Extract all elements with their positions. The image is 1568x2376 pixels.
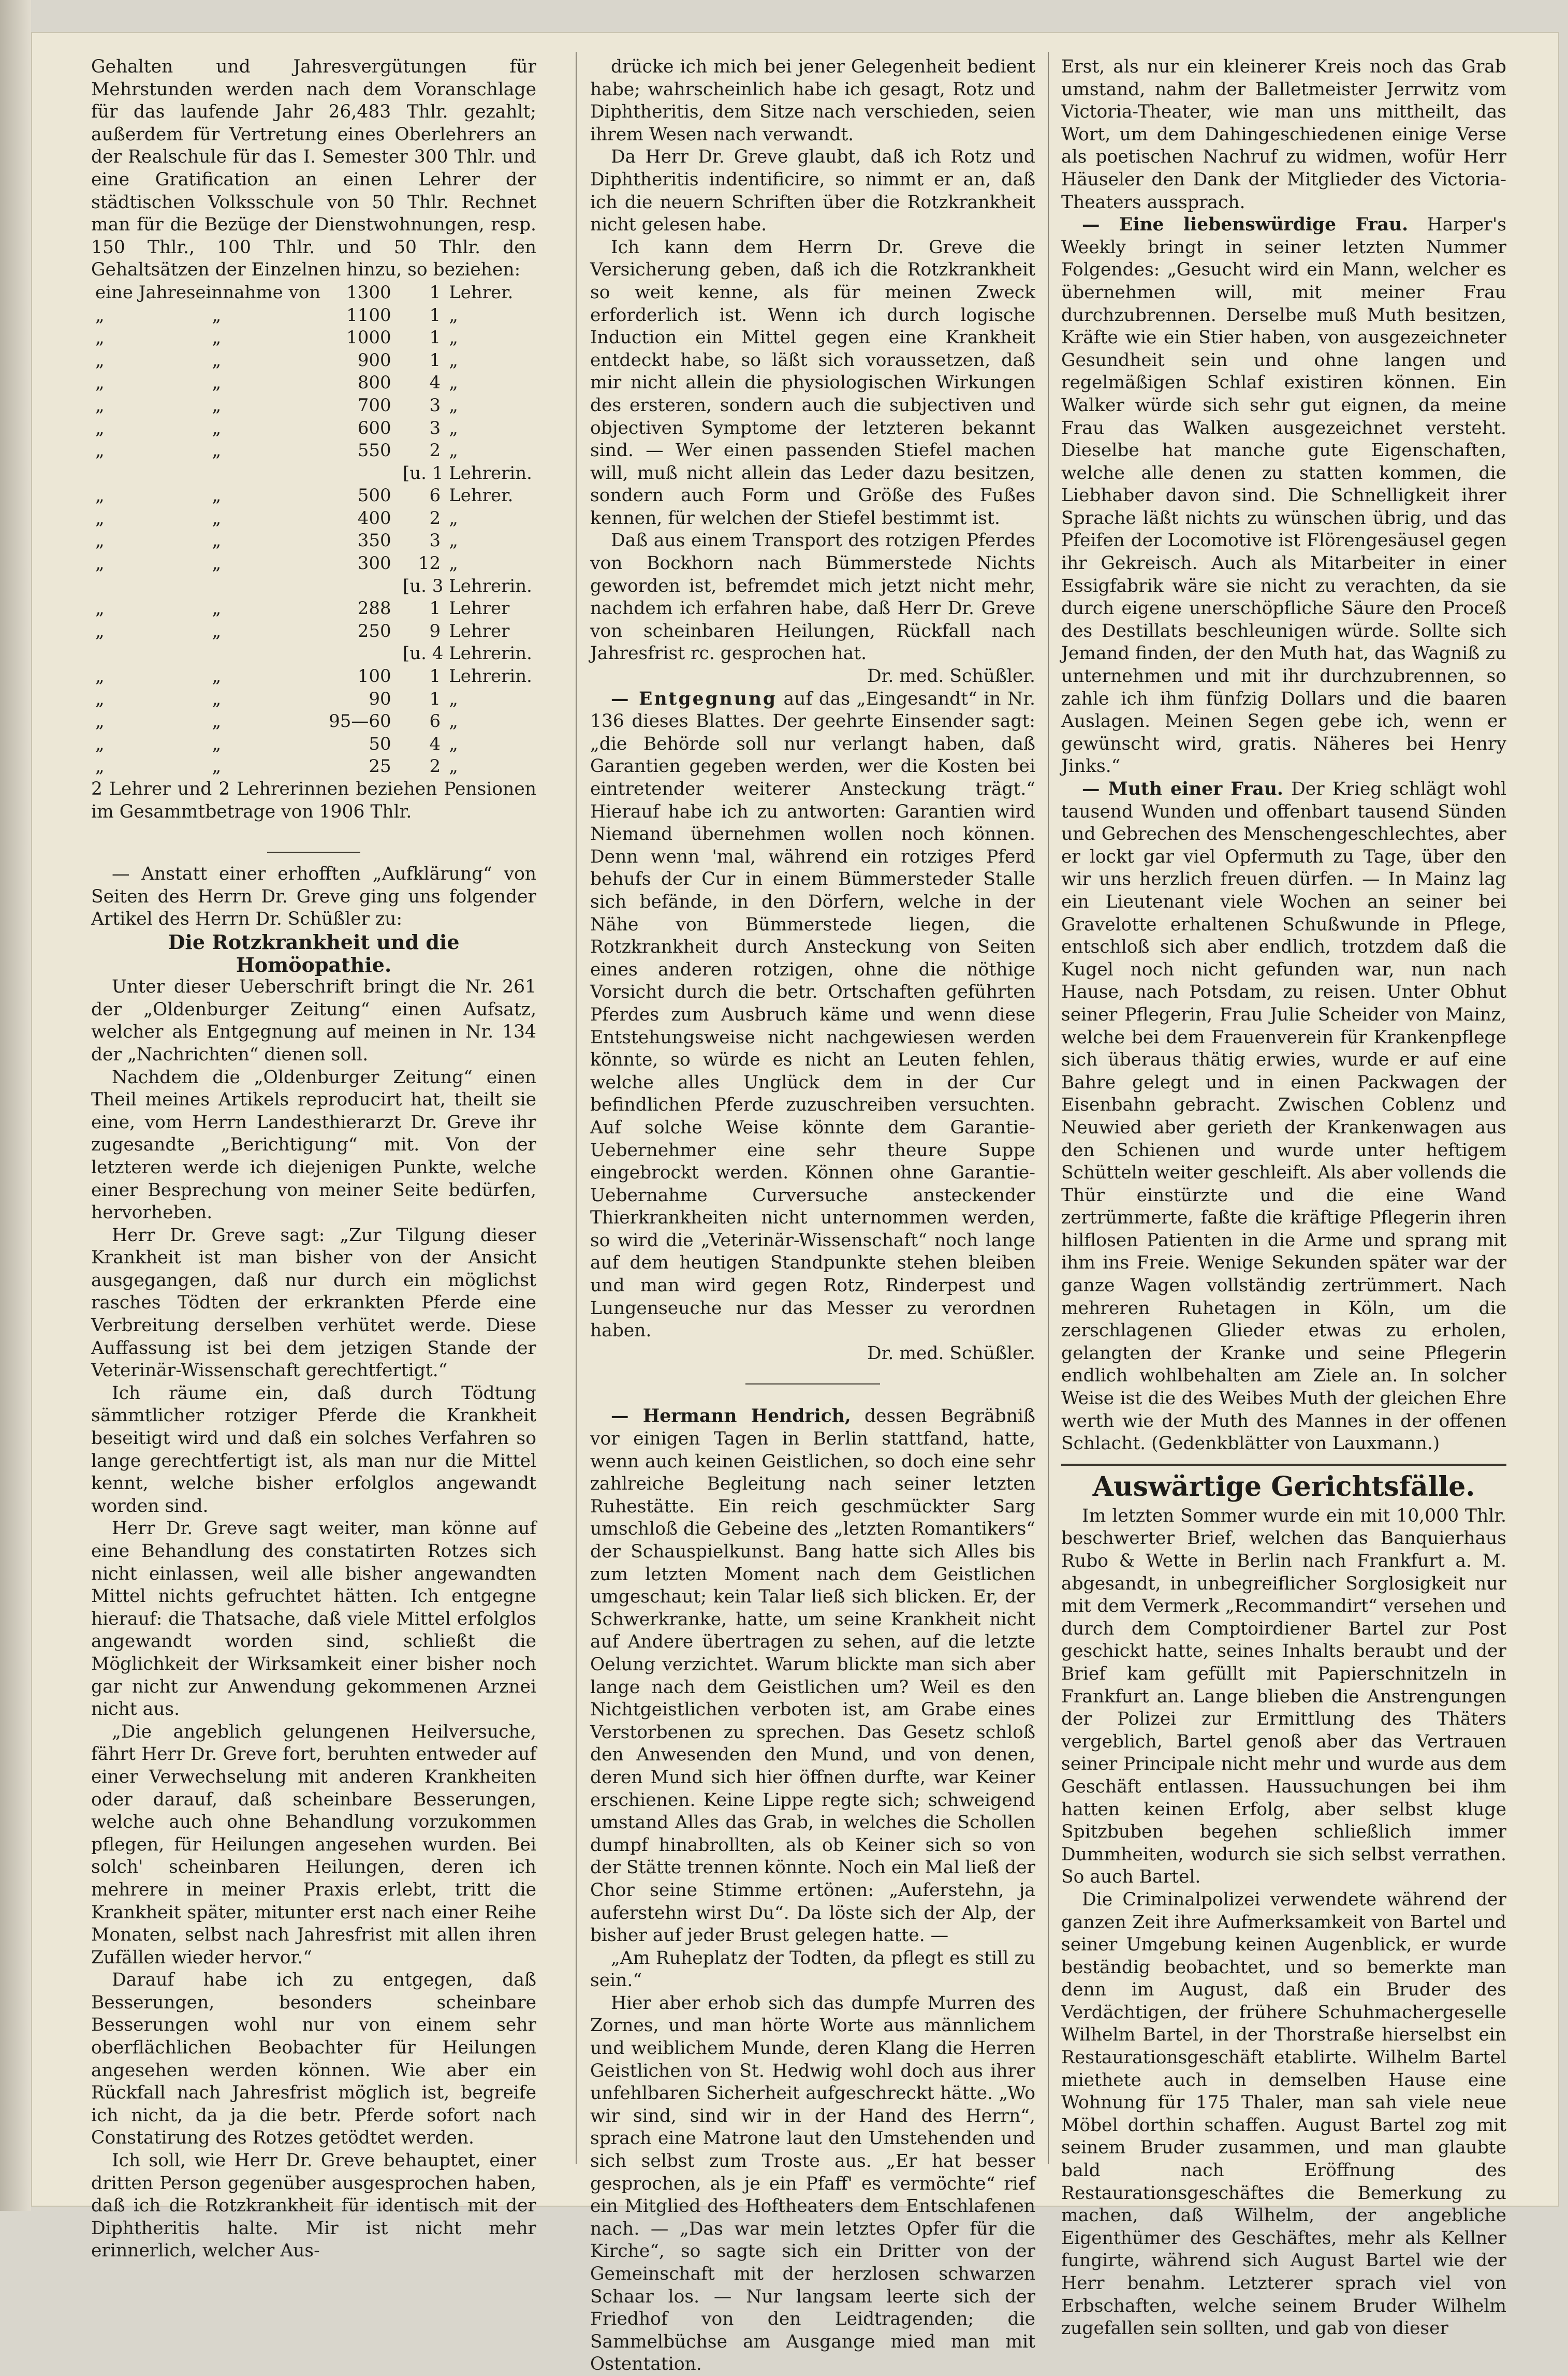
- column-3: [1061, 56, 1506, 2340]
- table-note: [u. 3 Lehrerin.: [402, 575, 532, 596]
- table-cell: 600: [357, 417, 391, 439]
- table-cell: „: [212, 395, 222, 416]
- table-cell: „: [212, 372, 222, 393]
- table-cell: 9: [429, 620, 441, 642]
- table-cell: 3: [429, 530, 441, 551]
- table-cell: „: [212, 440, 222, 461]
- hendrich-quote: „Am Ruheplatz der Todten, da pflegt es still zu sein.“: [590, 1947, 1035, 1991]
- table-row: [91, 755, 536, 778]
- table-cell: Lehrer: [449, 620, 510, 642]
- table-cell: „: [95, 507, 105, 529]
- table-cell: 500: [357, 485, 391, 506]
- table-cell: „: [95, 440, 105, 461]
- table-cell: „: [212, 485, 222, 506]
- article-paragraph: Da Herr Dr. Greve glaubt, daß ich Rotz und Diphtheritis indentificire, so nimmt er an, daß ich die neuern Schriften über die Rotzkrankheit nicht gelesen habe.: [590, 147, 1035, 236]
- table-cell: „: [449, 711, 458, 732]
- table-row: [91, 282, 536, 304]
- table-cell: 1000: [346, 327, 391, 348]
- table-cell: 250: [357, 620, 391, 642]
- muth-heading: — Muth einer Frau.: [1082, 779, 1283, 799]
- table-cell: „: [95, 372, 105, 393]
- table-cell: „: [212, 620, 222, 642]
- table-cell: 95—60: [329, 711, 391, 732]
- hendrich-body-0: dessen Begräbniß vor einigen Tagen in Berlin stattfand, hatte, wenn auch keinen Geistlichen, so doch eine sehr zahlreiche Begleitung nach seiner letzten Ruhestätte. Ein reich geschmückter Sarg umschloß die Gebeine des „letzten Romantikers“ der Schauspielkunst. Bang hatte sich Alles bis zum letzten Moment nach dem Geistlichen umgeschaut; kein Talar ließ sich blicken. Er, der Schwerkranke, hatte, um seine Krankheit nicht auf Andere übertragen zu sehen, auf die letzte Oelung verzichtet. Warum blickte man sich aber lange nach dem Geistlichen um? Weil es den Nichtgeistlichen verboten ist, am Grabe eines Verstorbenen zu sprechen. Das Gesetz schloß den Anwesenden den Mund, und von denen, deren Mund sich hier öffnen durfte, war Keiner erschienen. Keine Lippe regte sich; schweigend umstand Alles das Grab, in welches die Schollen dumpf hinabrollten, als ob Keiner sich so von der Stätte trennen könnte. Noch ein Mal ließ der Chor seine Stimme ertönen: „Auferstehn, ja auferstehn wirst Du“. Da löste sich der Alp, der bisher auf jeder Brust gelegen hatte. —: [590, 1406, 1035, 1946]
- article-paragraph: Ich soll, wie Herr Dr. Greve behauptet, einer dritten Person gegenüber ausgesprochen haben, daß ich die Rotzkrankheit für identisch mit der Diphtheritis halte. Mir ist nicht mehr erinnerlich, welcher Aus-: [91, 2150, 536, 2262]
- separator: [267, 852, 360, 853]
- table-cell: „: [212, 711, 222, 732]
- table-cell: „: [95, 553, 105, 574]
- table-cell: „: [95, 598, 105, 619]
- article-paragraph: Unter dieser Ueberschrift bringt die Nr. 261 der „Oldenburger Zeitung“ einen Aufsatz, welcher als Entgegnung auf meinen in Nr. 134 der „Nachrichten“ dienen soll.: [91, 976, 536, 1065]
- table-row: [91, 372, 536, 395]
- table-cell: 2: [429, 440, 441, 461]
- table-cell: „: [95, 711, 105, 732]
- table-cell: „: [212, 666, 222, 687]
- table-cell: „: [449, 349, 458, 371]
- table-cell: 6: [429, 711, 441, 732]
- table-cell: „: [95, 349, 105, 371]
- table-row: [91, 620, 536, 643]
- frau-body: Harper's Weekly bringt in seiner letzten Nummer Folgendes: „Gesucht wird ein Mann, welcher es übernehmen will, mit meiner Frau durchzubrennen. Derselbe muß Muth besitzen, Kräfte wie ein Stier haben, von ausgezeichneter Gesundheit sein und ohne langen und regelmäßigen Schlaf existiren können. Ein Walker würde sich sehr gut eignen, da meine Frau das Walken ausgezeichnet versteht. Dieselbe hat manche gute Eigenschaften, welche alle denen zu statten kommen, die Liebhaber davon sind. Die Schnelligkeit ihrer Sprache läßt nichts zu wünschen übrig, und das Pfeifen der Locomotive ist Flörengesäusel gegen ihr Gekreisch. Auch als Mitarbeiter in einer Essigfabrik wäre sie nicht zu verachten, da sie durch eigene unerschöpfliche Säure den Proceß des Destillats beschleunigen würde. Sollte sich Jemand finden, der den Muth hat, das Wagniß zu unternehmen und mit ihr durchzubrennen, so zahle ich ihm fünfzig Dollars und die baaren Auslagen. Meinen Segen gebe ich, wenn er gewünscht wird, gratis. Näheres bei Henry Jinks.“: [1061, 214, 1507, 777]
- table-row: [91, 462, 536, 485]
- table-cell: „: [449, 372, 458, 393]
- table-cell: „: [449, 327, 458, 348]
- table-cell: „: [212, 349, 222, 371]
- table-cell: „: [95, 417, 105, 439]
- table-cell: „: [212, 756, 222, 777]
- table-cell: „: [449, 395, 458, 416]
- gericht-paragraph: Im letzten Sommer wurde ein mit 10,000 Thlr. beschwerter Brief, welchen das Banquierhaus Rubo & Wette in Berlin nach Frankfurt a. M. abgesandt, in unbegreiflicher Sorglosigkeit nur mit dem Vermerk „Recommandirt“ versehen und durch dem Comptoirdiener Bartel zur Post geschickt hatte, seines Inhalts beraubt und der Brief kam gefüllt mit Papierschnitzeln in Frankfurt an. Lange blieben die Anstrengungen der Polizei zur Ermittlung des Thäters vergeblich, Bartel genoß aber das Vertrauen seiner Principale nicht mehr und wurde aus dem Geschäft entlassen. Haussuchungen bei ihm hatten keinen Erfolg, aber selbst kluge Spitzbuben begehen schließlich immer Dummheiten, wodurch sie sich selbst verrathen. So auch Bartel.: [1061, 1505, 1506, 1888]
- table-cell: 1: [429, 349, 441, 371]
- table-cell: 1: [429, 304, 441, 326]
- entgegnung-body: auf das „Eingesandt“ in Nr. 136 dieses Blattes. Der geehrte Einsender sagt: „die Behörde soll nur verlangt haben, daß Garantien gegeben werden, wer die Kosten bei eintretender weiterer Ansteckung trägt.“ Hierauf habe ich zu antworten: Garantien wird Niemand übernehmen wollen noch können. Denn wenn 'mal, während ein rotziges Pferd behufs der Cur in einem Bümmersteder Stalle sich befände, in den Dörfern, welche in der Nähe von Bümmerstede liegen, die Rotzkrankheit durch Ansteckung von Seiten eines anderen rotzigen, ohne die nöthige Vorsicht durch die betr. Ortschaften geführten Pferdes zum Ausbruch käme und wenn diese Entstehungsweise nicht nachgewiesen werden könnte, so würde es nicht an Leuten fehlen, welche alles Unglück dem in der Cur befindlichen Pferde zuzuschreiben versuchten. Auf solche Weise könnte dem Garantie-Uebernehmer eine sehr theure Suppe eingebrockt werden. Können ohne Garantie-Uebernahme Curversuche ansteckender Thierkrankheiten nicht unternommen werden, so wird die „Veterinär-Wissenschaft“ noch lange auf dem heutigen Standpunkte stehen bleiben und man wird gegen Rotz, Rinderpest und Lungenseuche nur das Messer zu verordnen haben.: [590, 688, 1035, 1342]
- table-cell: „: [95, 733, 105, 754]
- table-cell: „: [212, 304, 222, 326]
- table-cell: 2: [429, 756, 441, 777]
- table-row: [91, 733, 536, 756]
- table-cell: 1300: [346, 282, 391, 303]
- table-cell: 3: [429, 395, 441, 416]
- column-divider: [576, 52, 577, 2164]
- table-cell: „: [95, 530, 105, 551]
- table-row: [91, 643, 536, 665]
- table-cell: „: [212, 417, 222, 439]
- table-row: [91, 440, 536, 462]
- table-row: [91, 710, 536, 733]
- gericht-body: [1061, 1505, 1506, 2340]
- table-cell: 1: [429, 327, 441, 348]
- table-row: [91, 507, 536, 530]
- separator: [745, 1383, 880, 1384]
- table-cell: eine Jahreseinnahme von: [95, 282, 321, 303]
- table-cell: „: [212, 553, 222, 574]
- table-cell: „: [95, 666, 105, 687]
- table-cell: Lehrer.: [449, 282, 514, 303]
- table-cell: 550: [357, 440, 391, 461]
- frau-heading: — Eine liebenswürdige Frau.: [1082, 214, 1409, 236]
- book-binding-edge: [0, 0, 31, 2211]
- table-row: [91, 485, 536, 507]
- table-cell: „: [449, 553, 458, 574]
- signature: Dr. med. Schüßler.: [867, 1343, 1035, 1364]
- table-cell: 25: [369, 756, 391, 777]
- table-cell: 288: [357, 598, 391, 619]
- column-2: [590, 56, 1035, 2376]
- article-paragraph: Daß aus einem Transport des rotzigen Pferdes von Bockhorn nach Bümmerstede Nichts geworden ist, befremdet mich jetzt nicht mehr, nachdem ich erfahren habe, daß Herr Dr. Greve von scheinbaren Heilungen, Rückfall nach Jahresfrist rc. gesprochen hat.: [590, 530, 1035, 664]
- table-cell: „: [212, 688, 222, 709]
- column-1: [91, 56, 536, 2263]
- table-cell: 6: [429, 485, 441, 506]
- table-row: [91, 327, 536, 349]
- table-cell: „: [212, 327, 222, 348]
- table-cell: „: [95, 688, 105, 709]
- table-row: [91, 597, 536, 620]
- table-cell: 90: [369, 688, 391, 709]
- table-cell: „: [95, 756, 105, 777]
- article-paragraph: Ich räume ein, daß durch Tödtung sämmtlicher rotziger Pferde die Krankheit beseitigt wird und daß ein solches Verfahren so lange gerechtfertigt ist, als man nur die Mittel kennt, welche bisher erfolglos angewandt worden sind.: [91, 1382, 536, 1517]
- article-heading: Die Rotzkrankheit und die Homöopathie.: [168, 930, 460, 976]
- article-continuation: [590, 56, 1035, 665]
- table-cell: 3: [429, 417, 441, 439]
- table-cell: 400: [357, 507, 391, 529]
- table-row: [91, 552, 536, 575]
- hendrich-heading: — Hermann Hendrich,: [611, 1406, 851, 1427]
- table-cell: 1: [429, 688, 441, 709]
- table-cell: „: [449, 440, 458, 461]
- table-row: [91, 665, 536, 688]
- table-row: [91, 304, 536, 327]
- table-cell: 1: [429, 666, 441, 687]
- table-note: [u. 4 Lehrerin.: [402, 643, 532, 664]
- article-paragraph: Ich kann dem Herrn Dr. Greve die Versicherung geben, daß ich die Rotzkrankheit so weit kenne, als für meinen Zweck erforderlich ist. Wenn ich durch logische Induction ein Mittel gegen eine Krankheit entdeckt habe, so läßt sich voraussetzen, daß mir nicht allein die physiologischen Wirkungen des ersteren, sondern auch die subjectiven und objectiven Symptome der letzteren bekannt sind. — Wer einen passenden Stiefel machen will, muß nicht allein das Leder dazu besitzen, sondern auch Form und Größe des Fußes kennen, für welchen der Stiefel bestimmt ist.: [590, 237, 1035, 529]
- table-cell: „: [449, 756, 458, 777]
- income-table: [91, 282, 536, 778]
- article-paragraph: „Die angeblich gelungenen Heilversuche, fährt Herr Dr. Greve fort, beruhten entweder auf einer Verwechselung mit anderen Krankheiten oder darauf, daß scheinbare Besserungen, welche auch ohne Behandlung vorzukommen pflegen, für Heilungen angesehen wurden. Bei solch' scheinbaren Heilungen, deren ich mehrere in meiner Praxis erlebt, tritt die Krankheit später, mitunter erst nach einer Reihe Monaten, selbst nach Jahresfrist mit allen ihren Zufällen wieder hervor.“: [91, 1721, 536, 1968]
- table-cell: 2: [429, 507, 441, 529]
- table-cell: „: [449, 733, 458, 754]
- table-cell: 1: [429, 598, 441, 619]
- table-cell: „: [449, 530, 458, 551]
- table-cell: „: [95, 327, 105, 348]
- table-cell: „: [95, 485, 105, 506]
- table-cell: „: [212, 598, 222, 619]
- table-cell: „: [449, 688, 458, 709]
- hendrich-body-2: Hier aber erhob sich das dumpfe Murren des Zornes, und man hörte Worte aus männlichem und weiblichem Munde, deren Klang die Herren Geistlichen von St. Hedwig wohl doch aus ihrer unfehlbaren Sicherheit aufgeschreckt hätte. „Wo wir sind, sind wir in der Hand des Herrn“, sprach eine Matrone laut den Umstehenden und sich selbst zum Troste aus. „Er hat besser gesprochen, als je ein Pfaff' es vermöchte“ rief ein Mitglied des Hoftheaters dem Entschlafenen nach. — „Das war mein letztes Opfer für die Kirche“, so sagte sich ein Dritter von der Gemeinschaft mit der herzlosen schwarzen Schaar los. — Nur langsam leerte sich der Friedhof von den Leidtragenden; die Sammelbüchse am Ausgange mied man mit Ostentation.: [590, 1992, 1035, 2375]
- table-cell: 800: [357, 372, 391, 393]
- table-cell: „: [449, 417, 458, 439]
- table-cell: 350: [357, 530, 391, 551]
- table-cell: 1: [429, 282, 441, 303]
- table-cell: 50: [369, 733, 391, 754]
- table-row: [91, 349, 536, 372]
- table-cell: 4: [429, 372, 441, 393]
- table-cell: „: [95, 395, 105, 416]
- article-body: [91, 976, 536, 2263]
- article-paragraph: Nachdem die „Oldenburger Zeitung“ einen Theil meines Artikels reproducirt hat, theilt sie eine, vom Herrn Landesthierarzt Dr. Greve ihr zugesandte „Berichtigung“ mit. Von der letzteren werde ich diejenigen Punkte, welche einer Besprechung von meiner Seite bedürfen, hervorheben.: [91, 1067, 536, 1223]
- pension-note: 2 Lehrer und 2 Lehrerinnen beziehen Pensionen im Gesammtbetrage von 1906 Thlr.: [91, 779, 536, 822]
- table-cell: „: [95, 620, 105, 642]
- article-paragraph: Darauf habe ich zu entgegen, daß Besserungen, besonders scheinbare Besserungen wohl nur von einem sehr oberflächlichen Beobachter für Heilungen angesehen werden können. Wie aber ein Rückfall nach Jahresfrist möglich ist, begreife ich nicht, da ja die betr. Pferde sofort nach Constatirung des Rotzes getödtet werden.: [91, 1970, 536, 2149]
- muth-body: Der Krieg schlägt wohl tausend Wunden und offenbart tausend Sünden und Gebrechen des Menschengeschlechtes, aber er lockt gar viel Opfermuth zu Tage, über den wir uns herzlich freuen dürfen. — In Mainz lag ein Lieutenant viele Wochen an seiner bei Gravelotte erhaltenen Schußwunde in Pflege, entschloß sich aber endlich, trotzdem daß die Kugel noch nicht gefunden war, nun nach Hause, nach Potsdam, zu reisen. Unter Obhut seiner Pflegerin, Frau Julie Scheider von Mainz, welche bei dem Frauenverein für Krankenpflege sich überaus thätig erwies, wurde er auf eine Bahre gelegt und in einen Packwagen der Eisenbahn gebracht. Zwischen Coblenz und Neuwied aber gerieth der Krankenwagen aus den Schienen und wurde unter heftigem Schütteln weiter geschleift. Als aber vollends die Thür einstürzte und die eine Wand zertrümmerte, faßte die kräftige Pflegerin ihren hilflosen Patienten in die Arme und sprang mit ihm ins Freie. Wenige Sekunden später war der ganze Wagen vollständig zertrümmert. Nach mehreren Ruhetagen in Köln, um die zerschlagenen Glieder etwas zu erholen, gelangten der Kranke und seine Pflegerin endlich wohlbehalten am Ziele an. In solcher Weise ist die des Weibes Muth der gleichen Ehre werth wie der Muth des Mannes in der offenen Schlacht.: [1061, 779, 1507, 1454]
- table-cell: Lehrer.: [449, 485, 514, 506]
- table-cell: 4: [429, 733, 441, 754]
- table-cell: Lehrer: [449, 598, 510, 619]
- table-row: [91, 575, 536, 598]
- salary-intro: Gehalten und Jahresvergütungen für Mehrstunden werden nach dem Voranschlage für das laufende Jahr 26,483 Thlr. gezahlt; außerdem für Vertretung eines Oberlehrers an der Realschule für das I. Semester 300 Thlr. und eine Gratification an einen Lehrer der städtischen Volksschule von 50 Thlr. Rechnet man für die Bezüge der Dienstwohnungen, resp. 150 Thlr., 100 Thlr. und 50 Thlr. den Gehaltsätzen der Einzelnen hinzu, so beziehen:: [91, 56, 536, 281]
- table-row: [91, 395, 536, 417]
- section-heading: Auswärtige Gerichtsfälle.: [1092, 1470, 1475, 1503]
- article-paragraph: drücke ich mich bei jener Gelegenheit bedient habe; wahrscheinlich habe ich gesagt, Rotz und Diphtheritis, dem Sitze nach verschieden, seien ihrem Wesen nach verwandt.: [590, 56, 1035, 145]
- table-cell: „: [95, 304, 105, 326]
- table-cell: „: [212, 733, 222, 754]
- article-paragraph: Herr Dr. Greve sagt weiter, man könne auf eine Behandlung des constatirten Rotzes sich nicht einlassen, weil alle bisher angewandten Mittel nichts gefruchtet hätten. Ich entgegne hierauf: die Thatsache, daß viele Mittel erfolglos angewandt worden sind, schließt die Möglichkeit der Wirksamkeit einer bisher noch gar nicht zur Anwendung gekommenen Arznei nicht aus.: [91, 1518, 536, 1720]
- article-paragraph: Herr Dr. Greve sagt: „Zur Tilgung dieser Krankheit ist man bisher von der Ansicht ausgegangen, daß nur durch ein möglichst rasches Tödten der erkrankten Pferde eine Verbreitung derselben verhütet werde. Diese Auffassung ist bei dem jetzigen Stande der Veterinär-Wissenschaft gerechtfertigt.“: [91, 1225, 536, 1381]
- table-row: [91, 417, 536, 440]
- column-divider: [1048, 52, 1049, 2164]
- table-cell: 700: [357, 395, 391, 416]
- article-intro: — Anstatt einer erhofften „Aufklärung“ von Seiten des Herrn Dr. Greve ging uns folgender Artikel des Herrn Dr. Schüßler zu:: [91, 864, 536, 930]
- table-cell: 100: [357, 666, 391, 687]
- table-cell: 12: [418, 553, 441, 574]
- table-cell: Lehrerin.: [449, 666, 532, 687]
- muth-source: (Gedenkblätter von Lauxmann.): [1151, 1433, 1440, 1454]
- table-row: [91, 530, 536, 552]
- table-cell: 300: [357, 553, 391, 574]
- table-cell: „: [212, 530, 222, 551]
- table-cell: 900: [357, 349, 391, 371]
- section-rule: [1061, 1464, 1506, 1466]
- table-cell: „: [449, 304, 458, 326]
- gericht-paragraph: Die Criminalpolizei verwendete während der ganzen Zeit ihre Aufmerksamkeit von Bartel und seiner Umgebung keinen Augenblick, er wurde beständig beobachtet, und so bemerkte man denn im August, daß ein Bruder des Verdächtigen, der frühere Schuhmachergeselle Wilhelm Bartel, in der Thorstraße hierselbst ein Restaurationsgeschäft etablirte. Wilhelm Bartel miethete auch in demselben Hause eine Wohnung für 175 Thaler, man sah viele neue Möbel dorthin schaffen. August Bartel zog mit seinem Bruder zusammen, und man glaubte bald nach Eröffnung des Restaurationsgeschäftes die Bemerkung zu machen, daß Wilhelm, der angebliche Eigenthümer des Geschäftes, mehr als Kellner fungirte, während sich August Bartel wie der Herr benahm. Letzterer sprach viel von Erbschaften, welche seinem Bruder Wilhelm zugefallen sein sollten, und gab von dieser: [1061, 1889, 1506, 2339]
- signature: Dr. med. Schüßler.: [867, 666, 1035, 687]
- table-cell: 1100: [346, 304, 391, 326]
- table-cell: „: [212, 507, 222, 529]
- hendrich-ending: Erst, als nur ein kleinerer Kreis noch das Grab umstand, nahm der Balletmeister Jerrwitz vom Victoria-Theater, wie man uns mittheilt, das Wort, um dem Dahingeschiedenen einige Verse als poetischen Nachruf zu widmen, wofür Herr Häuseler den Dank der Mitglieder des Victoria-Theaters aussprach.: [1061, 56, 1506, 213]
- table-cell: „: [449, 507, 458, 529]
- table-row: [91, 688, 536, 711]
- entgegnung-heading: — Entgegnung: [611, 688, 778, 709]
- table-note: [u. 1 Lehrerin.: [402, 462, 532, 484]
